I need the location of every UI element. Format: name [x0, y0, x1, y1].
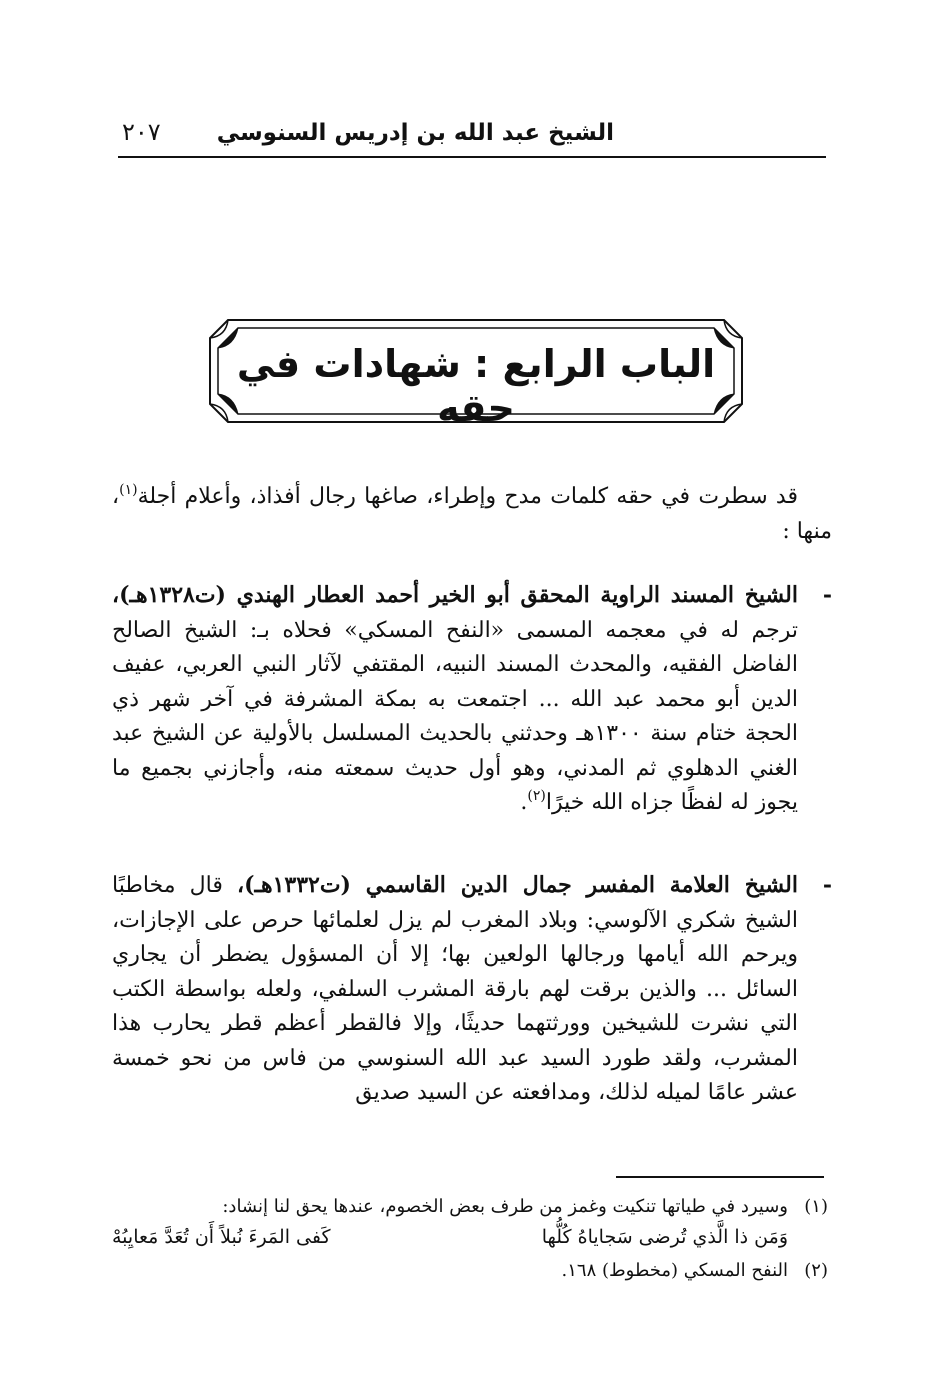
page-number: ٢٠٧: [122, 118, 161, 146]
entry-text: قال مخاطبًا الشيخ شكري الآلوسي: وبلاد المغرب لم يزل لعلمائها حرص على الإجازات، ويرحم الله أيامها ورجالها الولعين بها؛ إلا أن المسؤول يضطر أن يجاري السائل ... والذين برقت لهم بارقة المشرب السلفي، ولعله بواسطة الكتب التي نشرت للشيخين وورثتهما حديثًا، وإلا فالقطر أعظم قطر يحارب هذا المشرب، ولقد طورد السيد عبد الله السنوسي من فاس من نحو خمسة عشر عامًا لميله لذلك، ومدافعته عن السيد صديق: [112, 873, 798, 1105]
testimony-entry: [112, 578, 832, 821]
footnote-ref[interactable]: (٢): [527, 788, 546, 804]
footnote-number: (١): [804, 1196, 828, 1217]
list-dash: -: [822, 872, 832, 898]
footnote-ref[interactable]: (١): [119, 482, 138, 498]
entry-heading: الشيخ المسند الراوية المحقق أبو الخير أحمد العطار الهندي (ت١٣٢٨هـ)،: [112, 582, 798, 608]
header-rule: [118, 156, 826, 158]
poetry-verse: [112, 1222, 788, 1256]
verse-first-hemistich: وَمَن ذا الَّذي تُرضى سَجاياهُ كُلُّها: [541, 1226, 788, 1248]
intro-text-after: ، منها :: [112, 484, 832, 544]
testimony-entry: [112, 868, 832, 1111]
intro-paragraph: [112, 480, 832, 549]
entry-end: .: [520, 790, 528, 815]
verse-second-hemistich: كَفى المَرءَ نُبلاً أَن تُعَدَّ مَعايِبُهْ: [112, 1226, 331, 1248]
running-header: [118, 112, 826, 158]
entry-heading: الشيخ العلامة المفسر جمال الدين القاسمي (ت١٣٣٢هـ)،: [237, 872, 798, 898]
list-dash: -: [822, 582, 832, 608]
footnote-text: النفح المسكي (مخطوط) ١٦٨.: [561, 1260, 788, 1281]
header-title: الشيخ عبد الله بن إدريس السنوسي: [216, 120, 614, 146]
footnote-item: [112, 1192, 828, 1222]
footnote-separator: [616, 1176, 824, 1178]
footnote-number: (٢): [804, 1260, 828, 1281]
chapter-title-frame: [208, 318, 744, 430]
entry-text: ترجم له في معجمه المسمى «النفح المسكي» فحلاه بـ: الشيخ الصالح الفاضل الفقيه، والمحدث المسند النبيه، المقتفي لآثار النبي العربي، عفيف الدين أبو محمد عبد الله ... اجتمعت به بمكة المشرفة في آخر شهر ذي الحجة ختام سنة ١٣٠٠هـ وحدثني بالحديث المسلسل بالأولية عن الشيخ عبد الغني الدهلوي ثم المدني، وهو أول حديث سمعته منه، وأجازني بجميع ما يجوز له لفظًا جزاه الله خيرًا: [112, 617, 798, 815]
chapter-title: الباب الرابع : شهادات في حقه: [236, 342, 716, 430]
intro-text: قد سطرت في حقه كلمات مدح وإطراء، صاغها رجال أفذاذ، وأعلام أجلة: [137, 484, 798, 509]
footnote-text: وسيرد في طياتها تنكيت وغمز من طرف بعض الخصوم، عندها يحق لنا إنشاد:: [222, 1196, 788, 1217]
footnote-item: [112, 1256, 828, 1286]
footnotes: [112, 1192, 828, 1286]
